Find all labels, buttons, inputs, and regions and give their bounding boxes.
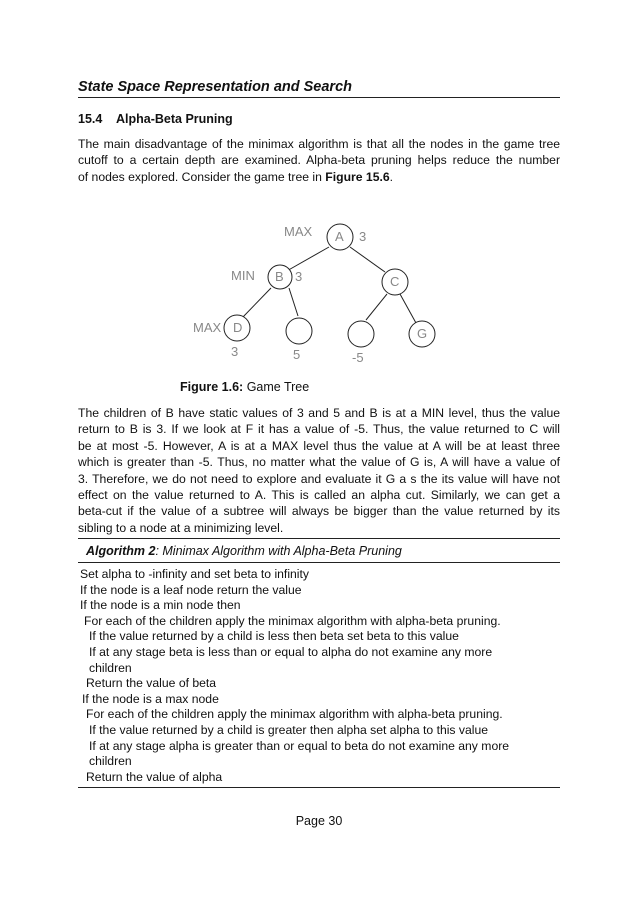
section-heading: [78, 112, 233, 126]
algorithm-title-text: : Minimax Algorithm with Alpha-Beta Pruning: [155, 544, 402, 558]
algorithm-step: Return the value of beta: [86, 676, 217, 691]
intro-line: cutoff to a certain depth are examined. Alpha-beta pruning helps reduce the number: [78, 153, 560, 168]
algorithm-step: children: [89, 660, 132, 675]
node-a-value: 3: [359, 229, 367, 244]
explanation-paragraph: [78, 405, 560, 536]
algorithm-step: If the value returned by a child is less then beta set beta to this value: [89, 629, 459, 644]
algorithm-step: If the node is a min node then: [80, 598, 241, 613]
algorithm-title: [78, 538, 560, 563]
figure-reference: Figure 15.6: [325, 169, 390, 184]
page-number: Page 30: [295, 814, 343, 828]
edge-c-f: [366, 294, 387, 320]
node-c-label: C: [390, 274, 400, 289]
intro-line-text: of nodes explored. Consider the game tree in: [78, 169, 326, 184]
intro-line-end: .: [389, 169, 394, 184]
tree-node-f: [348, 321, 374, 347]
explanation-line: 3. Therefore, we do not need to explore and evaluate it G a s the its value will have not: [78, 471, 560, 486]
explanation-line: The children of B have static values of 3 and 5 and B is at a MIN level, thus the value: [78, 406, 560, 420]
max-level-label-bottom: MAX: [193, 320, 222, 335]
max-level-label: MAX: [284, 224, 313, 239]
leaf-value-e: 5: [293, 347, 301, 362]
explanation-line: beta-cut if the value of a subtree will always be bigger than the value returned by its: [78, 504, 560, 519]
figure-caption: [180, 380, 309, 394]
caption-text: Game Tree: [243, 380, 310, 394]
section-number: 15.4: [78, 112, 103, 126]
algorithm-label: Algorithm 2: [86, 544, 156, 558]
min-level-label: MIN: [231, 268, 255, 283]
intro-line: The main disadvantage of the minimax algorithm is that all the nodes in the game tree: [78, 137, 560, 151]
algorithm-step: If at any stage beta is less than or equal to alpha do not examine any more: [89, 644, 493, 659]
algorithm-steps: [78, 563, 560, 788]
edge-c-g: [400, 294, 416, 323]
node-a-label: A: [335, 229, 344, 244]
algorithm-step: If the node is a leaf node return the value: [80, 582, 302, 597]
algorithm-step: Set alpha to -infinity and set beta to infinity: [80, 567, 309, 581]
algorithm-step: For each of the children apply the minimax algorithm with alpha-beta pruning.: [84, 613, 501, 628]
explanation-line: be at most -5. However, A is at a MAX level thus the value at A will be at least three: [78, 438, 560, 453]
edge-b-e: [289, 288, 298, 316]
leaf-value-f: -5: [352, 350, 364, 365]
algorithm-step: Return the value of alpha: [86, 769, 223, 784]
intro-line: [78, 169, 560, 185]
algorithm-step: For each of the children apply the minimax algorithm with alpha-beta pruning.: [86, 707, 503, 722]
running-header: State Space Representation and Search: [78, 79, 560, 98]
caption-label: Figure 1.6:: [180, 380, 244, 394]
game-tree-figure: [180, 210, 440, 370]
algorithm-step: If the node is a max node: [82, 691, 219, 706]
edge-b-d: [242, 288, 271, 318]
leaf-value-d: 3: [231, 344, 239, 359]
explanation-line: sibling to a node at a minimizing level.: [78, 520, 284, 535]
algorithm-step: If at any stage alpha is greater than or equal to beta do not examine any more: [89, 738, 510, 753]
algorithm-step: If the value returned by a child is greater then alpha set alpha to this value: [89, 722, 489, 737]
edge-a-b: [285, 247, 329, 272]
node-g-label: G: [417, 326, 428, 341]
explanation-line: effect on the value returned to A. This is called an alpha cut. Similarly, we can get a: [78, 488, 560, 503]
intro-paragraph: [78, 136, 560, 185]
section-title: Alpha-Beta Pruning: [116, 112, 233, 126]
explanation-line: which is greater than -5. Thus, no matter what the value of G is, A will have a value of: [78, 455, 560, 470]
node-b-value: 3: [295, 269, 303, 284]
explanation-line: return to B is 3. If we look at F it has a value of -5. Thus, the value returned to C will: [78, 422, 560, 437]
node-d-label: D: [233, 320, 243, 335]
tree-node-e: [286, 318, 312, 344]
edge-a-c: [350, 247, 385, 272]
algorithm-box: [78, 538, 560, 788]
algorithm-step: children: [89, 754, 132, 769]
node-b-label: B: [275, 269, 284, 284]
